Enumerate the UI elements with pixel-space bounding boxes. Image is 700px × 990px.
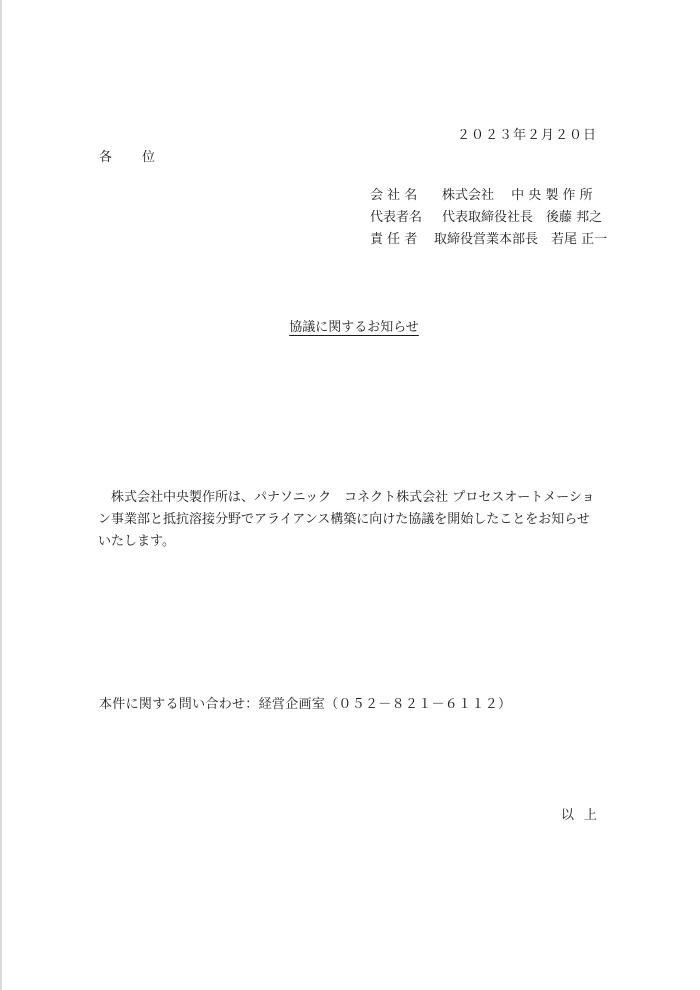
document-date: ２０２３年２月２０日 (456, 128, 597, 143)
document-title-wrapper (0, 316, 700, 335)
addressee-part1: 各 (99, 150, 113, 165)
sender-block (370, 185, 607, 251)
sender-label: 代表者名 (370, 210, 423, 225)
sender-label: 会 社 名 (370, 188, 418, 203)
sender-row-responsible (370, 229, 607, 251)
closing-part1: 以 (560, 808, 574, 823)
closing (561, 804, 597, 823)
addressee-part2: 位 (142, 150, 156, 165)
contact-info: 本件に関する問い合わせ：経営企画室（０５２－８２１－６１１２） (99, 697, 512, 712)
sender-row-representative (370, 207, 607, 229)
sender-value: 代表取締役社長 後藤 邦之 (442, 210, 603, 225)
closing-part2: 上 (583, 808, 597, 823)
page-edge (0, 0, 2, 990)
document-title: 協議に関するお知らせ (289, 320, 419, 335)
body-paragraph: 株式会社中央製作所は、パナソニック コネクト株式会社 プロセスオートメーション事業部と抵抗溶接分野でアライアンス構築に向けた協議を開始したことをお知らせいたします。 (98, 490, 595, 549)
sender-value: 株式会社 中 央 製 作 所 (442, 188, 593, 203)
addressee (99, 146, 155, 165)
sender-label: 責 任 者 (370, 232, 418, 247)
sender-value: 取締役営業本部長 若尾 正一 (434, 232, 608, 247)
sender-row-company (370, 185, 607, 207)
